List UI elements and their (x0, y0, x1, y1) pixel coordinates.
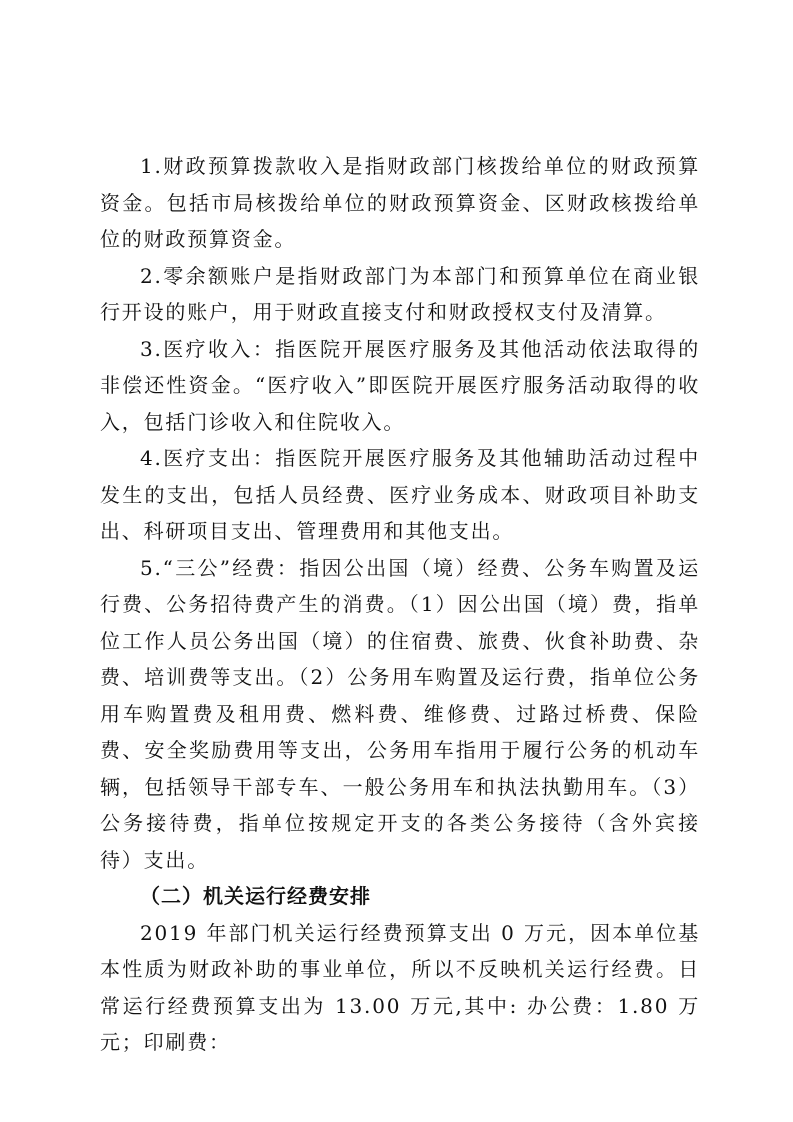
definition-paragraph-5: 5.“三公”经费：指因公出国（境）经费、公务车购置及运行费、公务招待费产生的消费。（1）因公出国（境）费，指单位工作人员公务出国（境）的住宿费、旅费、伙食补助费、杂费、培训费等支出。（2）公务用车购置及运行费，指单位公务用车购置费及租用费、燃料费、维修费、过路过桥费、保险费、安全奖励费用等支出，公务用车指用于履行公务的机动车辆，包括领导干部专车、一般公务用车和执法执勤用车。（3）公务接待费，指单位按规定开支的各类公务接待（含外宾接待）支出。 (100, 555, 700, 872)
document-page (100, 148, 700, 1061)
definition-paragraph-4: 4.医疗支出：指医院开展医疗服务及其他辅助活动过程中发生的支出，包括人员经费、医疗业务成本、财政项目补助支出、科研项目支出、管理费用和其他支出。 (100, 446, 700, 543)
definition-paragraph-2: 2.零余额账户是指财政部门为本部门和预算单位在商业银行开设的账户，用于财政直接支付和财政授权支付及清算。 (100, 263, 700, 324)
definition-paragraph-1: 1.财政预算拨款收入是指财政部门核拨给单位的财政预算资金。包括市局核拨给单位的财政预算资金、区财政核拨给单位的财政预算资金。 (100, 154, 700, 251)
definition-paragraph-3: 3.医疗收入：指医院开展医疗服务及其他活动依法取得的非偿还性资金。“医疗收入”即医院开展医疗服务活动取得的收入，包括门诊收入和住院收入。 (100, 336, 700, 434)
section-heading: （二）机关运行经费安排 (140, 884, 371, 908)
section-paragraph: 2019 年部门机关运行经费预算支出 0 万元，因本单位基本性质为财政补助的事业单位，所以不反映机关运行经费。日常运行经费预算支出为 13.00 万元,其中: 办公费：1.80 万元；印刷费： (100, 920, 700, 1054)
